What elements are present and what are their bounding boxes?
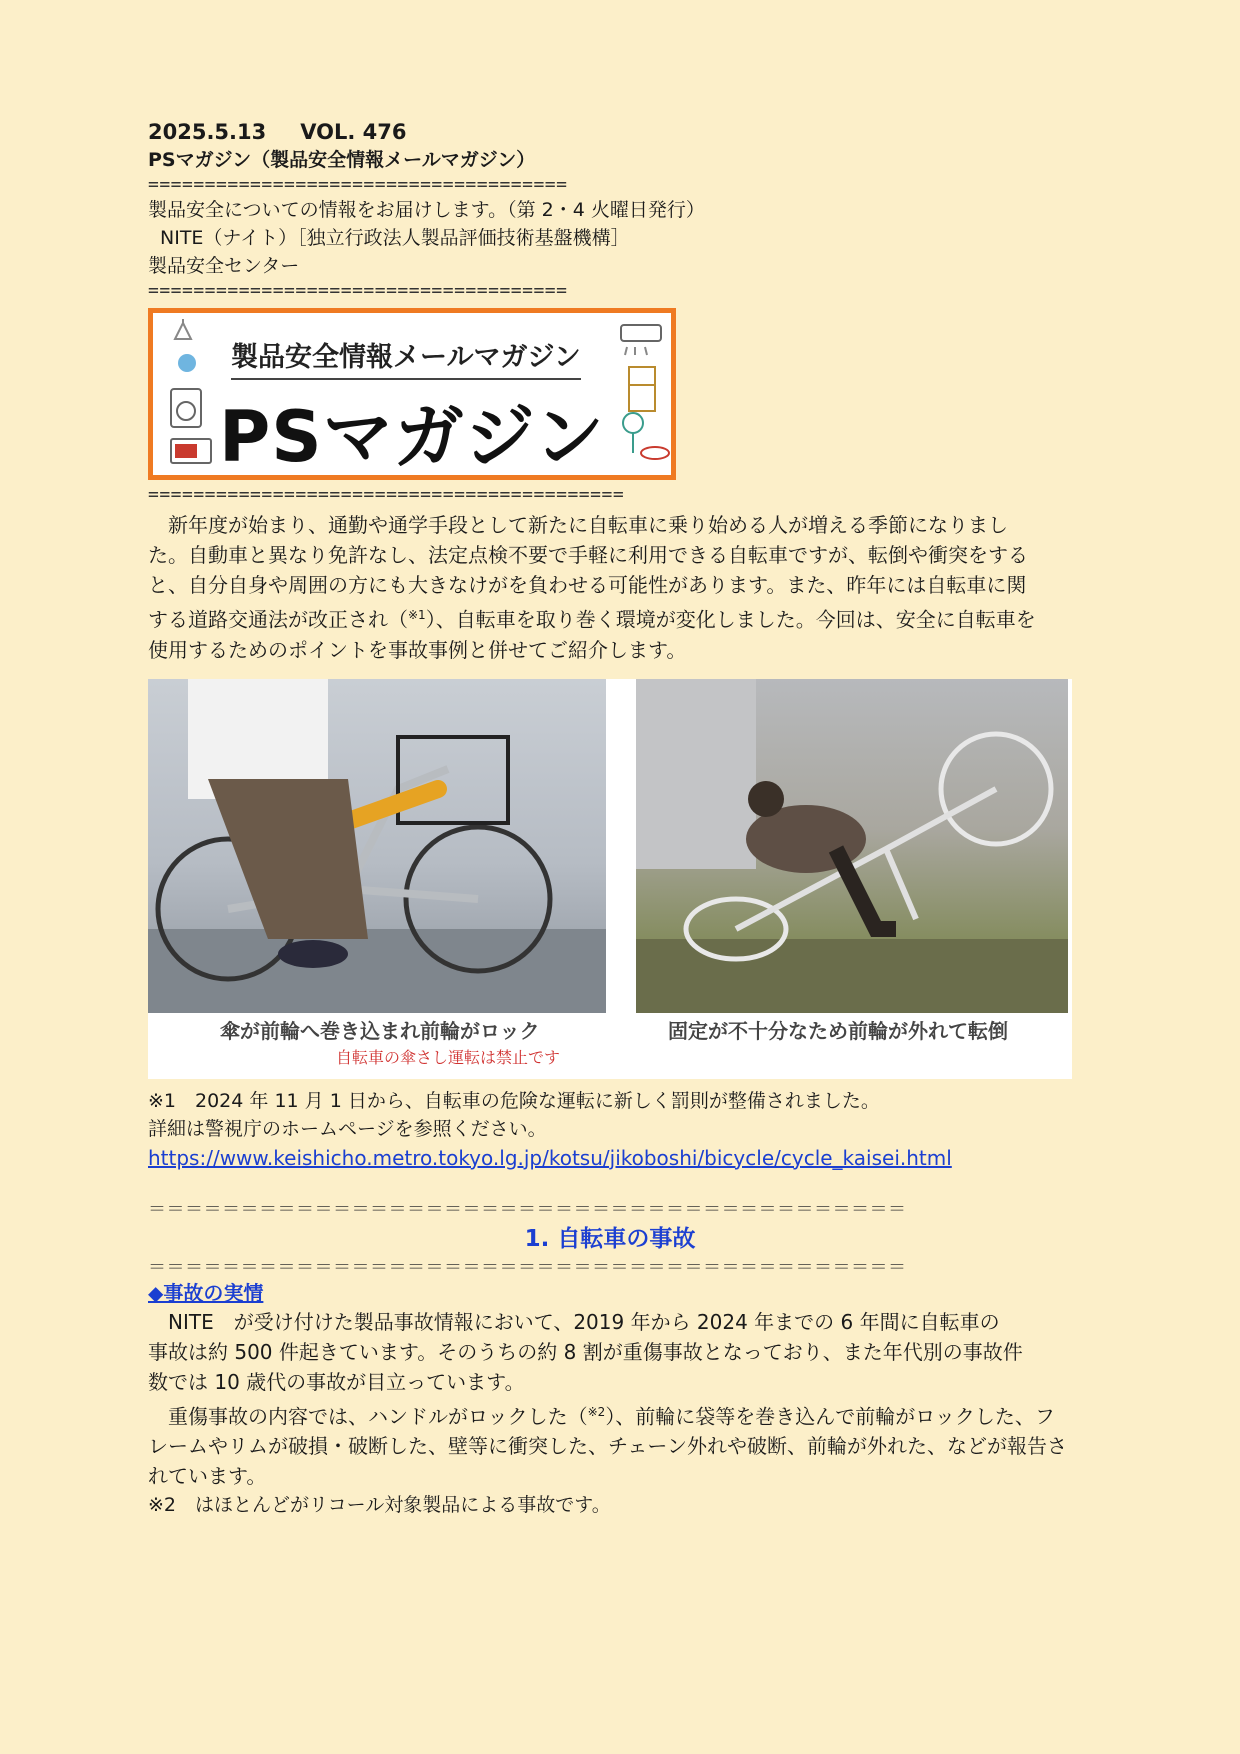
separator: ========================================== [148, 484, 625, 505]
section-separator: ＝＝＝＝＝＝＝＝＝＝＝＝＝＝＝＝＝＝＝＝＝＝＝＝＝＝＝＝＝＝＝＝＝＝＝＝＝＝＝＝＝ [148, 1198, 907, 1220]
paragraph-part: 重傷事故の内容では、ハンドルがロックした（ [148, 1404, 588, 1429]
center-name: 製品安全センター [148, 255, 300, 277]
footnote-1 [148, 1087, 1128, 1173]
paragraph-line: レームやリムが破損・破断した、壁等に衝突した、チェーン外れや破断、前輪が外れた、などが報告さ [148, 1434, 1067, 1459]
lead-line-part: する道路交通法が改正され [148, 607, 388, 632]
footnote-ref-2: ※2 [587, 1404, 606, 1419]
footnote-ref-1: ※1 [408, 608, 426, 622]
paragraph-line: れています。 [148, 1464, 267, 1489]
section-title: 1. 自転車の事故 [524, 1225, 696, 1252]
lead-line: する道路交通法が改正され（$^{※1}$）、自転車を取り巻く環境が変化しました。今回は、安全に自転車を [148, 607, 1036, 632]
left-photo-warning: 自転車の傘さし運転は禁止です [336, 1047, 561, 1067]
footnote-1-text: ※1 2024 年 11 月 1 日から、自転車の危険な運転に新しく罰則が整備されました。 [148, 1089, 880, 1112]
wheel-detach-accident-photo [636, 679, 1068, 1013]
lead-line: 新年度が始まり、通勤や通学手段として新たに自転車に乗り始める人が増える季節になりまし [148, 513, 1008, 537]
lead-line: 使用するためのポイントを事故事例と併せてご紹介します。 [148, 637, 687, 662]
paragraph-line [148, 1397, 1128, 1432]
magazine-name: PSマガジン（製品安全情報メールマガジン） [148, 149, 536, 171]
accident-photos [148, 679, 1072, 1079]
appliance-icons-left [161, 319, 221, 469]
subheading-accident-facts: ◆事故の実情 [148, 1280, 264, 1305]
paragraph-line: 事故は約 500 件起きています。そのうちの約 8 割が重傷事故となっており、また年代別の事故件 [148, 1339, 1023, 1364]
appliance-icons-right [615, 319, 673, 469]
lead-paragraph [148, 510, 1128, 665]
lead-line: た。自動車と異なり免許なし、法定点検不要で手軽に利用できる自転車ですが、転倒や衝突をする [148, 543, 1028, 567]
left-photo-caption: 傘が前輪へ巻き込まれ前輪がロック [220, 1018, 540, 1043]
ps-magazine-banner [148, 308, 676, 480]
banner-subtitle: 製品安全情報メールマガジン [231, 335, 581, 380]
section1-paragraph-2 [148, 1397, 1128, 1492]
bicycle-fall-illustration [636, 679, 1068, 1013]
section-separator: ＝＝＝＝＝＝＝＝＝＝＝＝＝＝＝＝＝＝＝＝＝＝＝＝＝＝＝＝＝＝＝＝＝＝＝＝＝＝＝＝＝ [148, 1256, 907, 1278]
umbrella-accident-photo [148, 679, 606, 1013]
separator: ===================================== [148, 174, 568, 195]
newsletter-page [148, 118, 1128, 1519]
paragraph-line: 数では 10 歳代の事故が目立っています。 [148, 1369, 525, 1394]
right-photo-caption: 固定が不十分なため前輪が外れて転倒 [668, 1018, 1008, 1043]
intro-text: 製品安全についての情報をお届けします。（第 2・4 火曜日発行） [148, 199, 705, 221]
lead-line: と、自分自身や周囲の方にも大きなけがを負わせる可能性があります。また、昨年には自転車に関 [148, 573, 1027, 597]
separator: ===================================== [148, 280, 568, 301]
paragraph-part: ）、前輪に袋等を巻き込んで前輪がロックした、フ [605, 1404, 1055, 1429]
paragraph-line: NITE が受け付けた製品事故情報において、2019 年から 2024 年までの 6 年間に自転車の [148, 1309, 1000, 1334]
bicycle-umbrella-illustration [148, 679, 606, 1013]
lead-line-part: ）、自転車を取り巻く環境が変化しました。今回は、安全に自転車を [425, 607, 1036, 632]
issue-volume: VOL. 476 [300, 120, 407, 144]
footnote-1-detail: 詳細は警視庁のホームページを参照ください。 [148, 1117, 547, 1140]
footnote-2: ※2 はほとんどがリコール対象製品による事故です。 [148, 1494, 611, 1517]
section1-paragraph-1 [148, 1307, 1128, 1397]
banner-title: PSマガジン [219, 396, 605, 478]
organization-name: NITE（ナイト）［独立行政法人製品評価技術基盤機構］ [160, 227, 630, 249]
issue-line [148, 118, 1128, 146]
keishicho-link[interactable]: https://www.keishicho.metro.tokyo.lg.jp/kotsu/jikoboshi/bicycle/cycle_kaisei.html [148, 1145, 952, 1170]
issue-date: 2025.5.13 [148, 120, 267, 144]
